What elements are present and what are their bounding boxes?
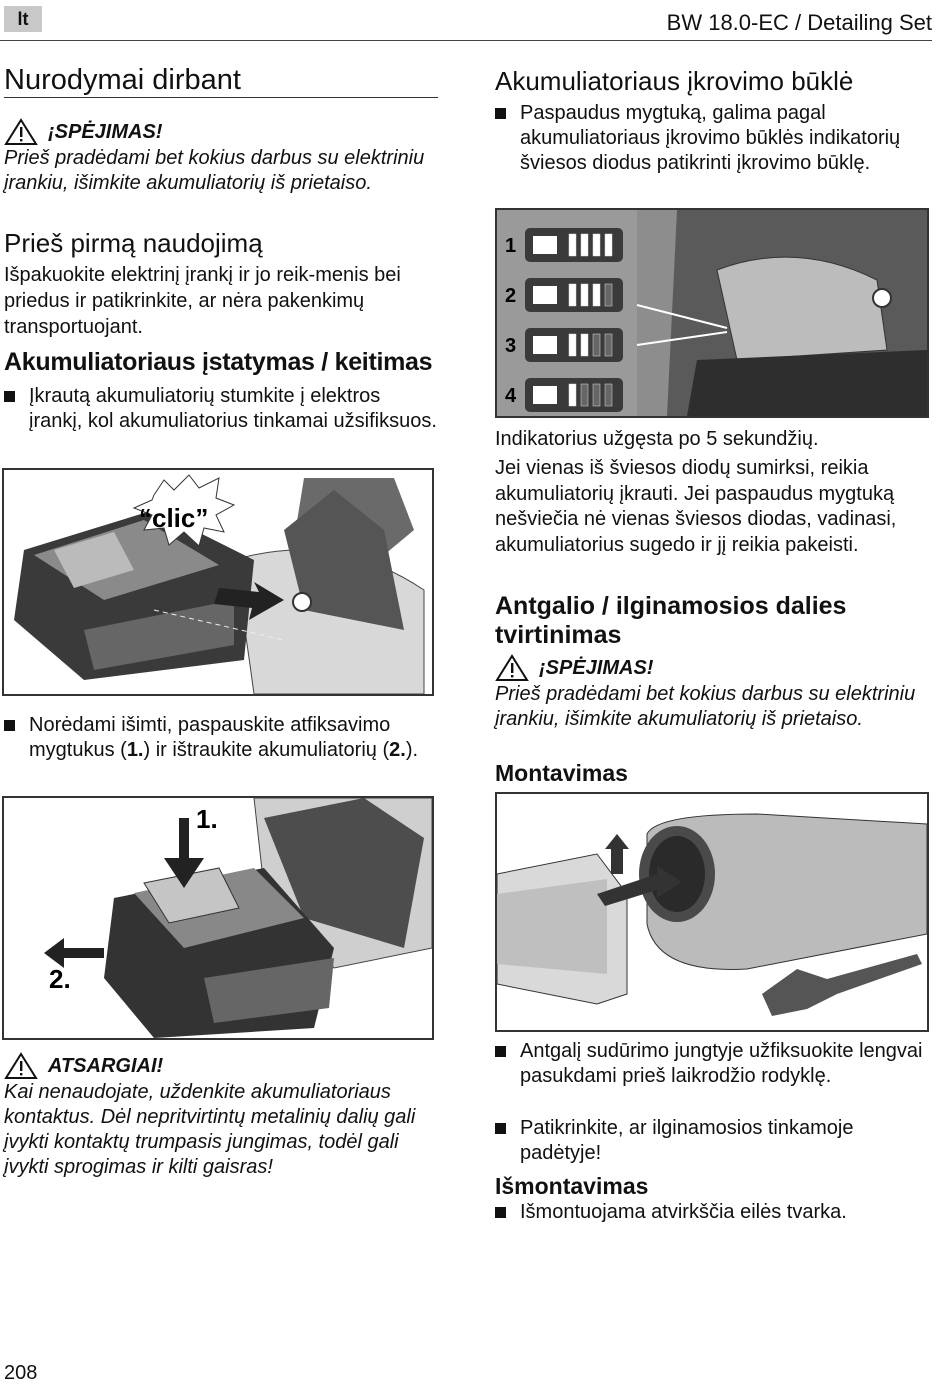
page-number: 208 [4,1362,38,1384]
remove-battery-illustration [4,798,432,1038]
bullet-text: Patikrinkite, ar ilginamosios tinkamoje padėtyje! [520,1117,854,1164]
bullet-text: Išmontuojama atvirkščia eilės tvarka. [520,1201,847,1223]
caution-text: Kai nenaudojate, uždenkite akumuliatoriaus kontaktus. Dėl nepritvirtintų metalinių dalių gali įvykti kontaktų trumpasis jungimas, todėl gali įvykti sprogimas ir kilti gaisras! [4,1081,416,1178]
caution-block [4,1052,438,1180]
led-icon [581,384,588,406]
header-rule [0,40,932,41]
charge-level-label: 3 [505,335,517,357]
before-use-text: Išpakuokite elektrinį įrankį ir jo reik-menis bei priedus ir patikrinkite, ar nėra pakenkimų transportuojant. [4,264,401,338]
warning-title: ¡SPĖJIMAS! [48,120,163,143]
warning-triangle-icon [495,654,529,682]
charge-note1: Indikatorius užgęsta po 5 sekundžių. [495,428,819,450]
indicator-button-icon [533,236,557,254]
charge-level-label: 2 [505,285,517,307]
indicator-button-icon [533,286,557,304]
language-code: lt [4,6,42,32]
step1-label: 1. [196,804,218,834]
bullet-text: Paspaudus mygtuką, galima pagal akumuliatoriaus įkrovimo būklės indikatorių šviesos diodus patikrinti įkrovimo būklę. [520,102,901,174]
charge-note2: Jei vienas iš šviesos diodų sumirksi, reikia akumuliatorių įkrauti. Jei paspaudus mygtuką nešviečia nė vienas šviesos diodas, vadinasi, akumuliatorius sugedo ir jį reikia pakeisti. [495,457,897,556]
led-icon [581,334,588,356]
led-icon [593,334,600,356]
remove-battery-figure [2,796,434,1040]
bullet-text: Įkrautą akumuliatorių stumkite į elektros įrankį, kol akumuliatorius tinkamai užsifiksuos. [29,385,437,432]
led-icon [569,334,576,356]
section-rule [4,97,438,98]
warning-block [4,118,438,196]
insert-bullet [4,384,438,434]
bullet-square [495,108,506,119]
charge-title: Akumuliatoriaus įkrovimo būklė [495,66,854,96]
charge-indicator-illustration [497,210,927,416]
warning-block-2 [495,654,935,732]
warning-text: Prieš pradėdami bet kokius darbus su elektriniu įrankiu, išimkite akumuliatorių iš prietaiso. [495,683,916,730]
warning-text: Prieš pradėdami bet kokius darbus su elektriniu įrankiu, išimkite akumuliatorių iš prietaiso. [4,147,425,194]
led-icon [581,284,588,306]
led-icon [581,234,588,256]
bullet-square [4,720,15,731]
indicator-button-icon [533,386,557,404]
step1-ref: 1. [126,739,144,761]
insert-battery-figure [2,468,434,696]
charge-bullet [495,101,935,176]
warning-triangle-icon [4,118,38,146]
charge-indicator-figure [495,208,929,418]
document-title: BW 18.0-EC / Detailing Set [666,10,932,35]
bullet-square [495,1046,506,1057]
led-icon [569,384,576,406]
led-icon [569,234,576,256]
bullet-text: Antgalį sudūrimo jungtyje užfiksuokite lengvai pasukdami prieš laikrodžio rodyklę. [520,1040,923,1087]
led-icon [605,234,612,256]
charge-level-label: 4 [505,385,517,407]
bullet-square [495,1123,506,1134]
mount-bullet-2 [495,1116,935,1166]
led-icon [569,284,576,306]
bullet-text [29,713,438,763]
remove-text-a: Norėdami išimti, paspauskite atfiksavimo mygtukus ( [29,714,391,761]
led-icon [593,284,600,306]
remove-bullet [4,713,438,763]
caution-title: ATSARGIAI! [48,1054,164,1077]
mount-bullet-1 [495,1039,935,1089]
insert-title: Akumuliatoriaus įstatymas / keitimas [4,348,433,376]
warning-title: ¡SPĖJIMAS! [539,656,654,679]
indicator-button-icon [533,336,557,354]
warning-triangle-icon [4,1052,38,1080]
led-icon [593,234,600,256]
led-icon [605,284,612,306]
mount-title: Montavimas [495,760,628,786]
mounting-illustration [497,794,927,1030]
led-icon [605,334,612,356]
before-use-title: Prieš pirmą naudojimą [4,228,263,258]
remove-text-b: ) ir ištraukite akumuliatorių ( [143,739,390,761]
bullet-square [495,1207,506,1218]
nozzle-title: Antgalio / ilginamosios dalies tvirtinimas [495,592,847,649]
led-icon [605,384,612,406]
section-title: Nurodymai dirbant [4,64,241,96]
remove-text-c: ). [405,739,419,761]
led-icon [593,384,600,406]
bullet-square [4,391,15,402]
step2-ref: 2. [389,739,406,761]
clic-label: “clic” [139,503,209,533]
mounting-figure [495,792,929,1032]
dismount-bullet [495,1200,935,1225]
charge-level-label: 1 [505,235,517,257]
dismount-title: Išmontavimas [495,1173,649,1199]
step2-label: 2. [49,964,71,994]
insert-battery-illustration [4,470,432,694]
